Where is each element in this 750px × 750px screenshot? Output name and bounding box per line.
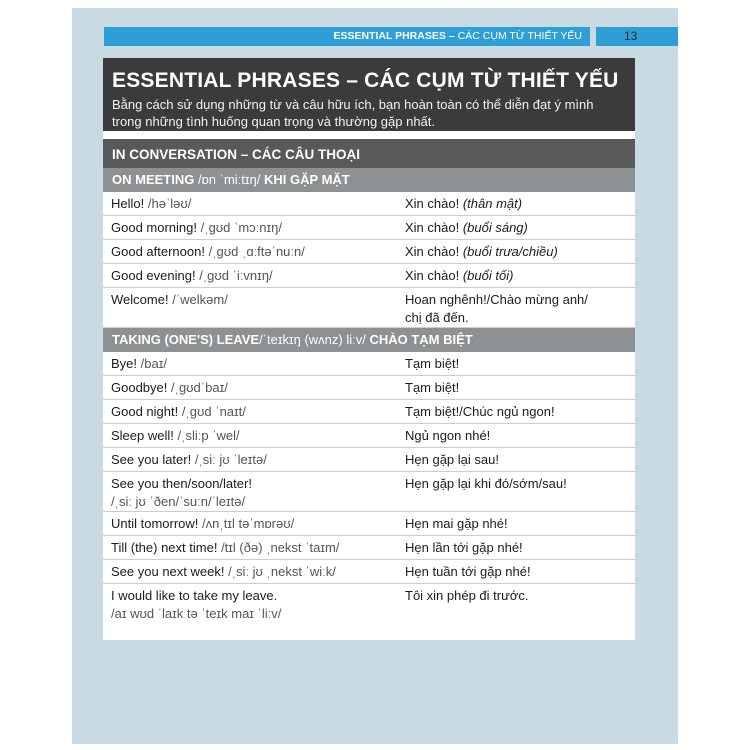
section-heading: IN CONVERSATION – CÁC CÂU THOẠI xyxy=(103,139,635,168)
phrase-row xyxy=(103,448,635,472)
page-number-text: 13 xyxy=(624,29,638,43)
subheading-leave-en: TAKING (ONE'S) LEAVE xyxy=(112,332,260,347)
phrase-ipa: /ʌnˌtɪl təˈmɒrəʊ/ xyxy=(202,516,295,531)
phrase-row xyxy=(103,512,635,536)
page-number xyxy=(596,27,678,46)
phrase-vi: Hẹn gặp lại khi đó/sớm/sau! xyxy=(405,476,567,491)
phrase-vi: Xin chào! xyxy=(405,268,460,283)
phrase-en: See you next week! xyxy=(111,564,225,579)
phrase-row xyxy=(103,424,635,448)
phrase-panel xyxy=(103,58,635,640)
phrase-row xyxy=(103,472,635,512)
phrase-ipa: /ˌɡʊd ˈmɔːnɪŋ/ xyxy=(200,220,282,235)
phrase-row xyxy=(103,288,635,328)
phrase-ipa: /ˌsiː jʊ ˈleɪtə/ xyxy=(194,452,267,467)
title-block xyxy=(103,58,635,131)
phrase-en: Bye! xyxy=(111,356,138,371)
phrase-en: I would like to take my leave. xyxy=(111,588,278,603)
phrase-en: See you then/soon/later! xyxy=(111,476,252,491)
phrase-ipa: /ˌɡʊd ˈiːvnɪŋ/ xyxy=(199,268,273,283)
phrase-row xyxy=(103,216,635,240)
phrase-vi: Tạm biệt! xyxy=(405,380,460,395)
running-header xyxy=(104,27,590,46)
phrase-en: Goodbye! xyxy=(111,380,168,395)
phrase-ipa: /aɪ wʊd ˈlaɪk tə ˈteɪk maɪ ˈliːv/ xyxy=(111,606,282,621)
phrase-vi: Tạm biệt! xyxy=(405,356,460,371)
subheading-meeting-vi: KHI GẶP MẶT xyxy=(264,172,350,187)
phrase-ipa: /tɪl (ðə) ˌnekst ˈtaɪm/ xyxy=(221,540,340,555)
subheading-leave-vi: CHÀO TẠM BIỆT xyxy=(369,332,473,347)
phrase-note: (buổi sáng) xyxy=(462,220,528,235)
phrase-vi: Hẹn mai gặp nhé! xyxy=(405,516,508,531)
phrase-en: Hello! xyxy=(111,196,145,211)
phrase-row xyxy=(103,376,635,400)
intro-text: Bằng cách sử dụng những từ và câu hữu ích, bạn hoàn toàn có thể diễn đạt ý mình trong những tình huống quan trọng và thường gặp nhất. xyxy=(112,97,594,129)
page-title: ESSENTIAL PHRASES – CÁC CỤM TỪ THIẾT YẾU xyxy=(112,69,619,92)
phrase-ipa: /ˈwelkəm/ xyxy=(172,292,228,307)
subheading-meeting-ipa: /ɒn ˈmiːtɪŋ/ xyxy=(197,172,261,187)
phrase-note: (buổi tối) xyxy=(462,268,514,283)
phrase-ipa: /ˌsiː jʊ ˌnekst ˈwiːk/ xyxy=(228,564,336,579)
phrase-row xyxy=(103,536,635,560)
phrase-row xyxy=(103,240,635,264)
phrase-vi: Tôi xin phép đi trước. xyxy=(405,588,529,603)
phrase-en: Welcome! xyxy=(111,292,169,307)
phrase-row xyxy=(103,584,635,626)
phrase-vi: Hẹn lần tới gặp nhé! xyxy=(405,540,523,555)
phrase-en: Good night! xyxy=(111,404,179,419)
phrase-row xyxy=(103,264,635,288)
phrase-en: Good evening! xyxy=(111,268,196,283)
phrase-ipa: /ˌɡʊd ˈnaɪt/ xyxy=(181,404,246,419)
phrase-ipa: /ˌɡʊd ˌɑːftəˈnuːn/ xyxy=(208,244,305,259)
subheading-leave xyxy=(103,328,635,352)
phrase-ipa: /ˌɡʊdˈbaɪ/ xyxy=(171,380,228,395)
phrase-row xyxy=(103,560,635,584)
subheading-meeting-en: ON MEETING xyxy=(112,172,195,187)
phrase-en: See you later! xyxy=(111,452,192,467)
phrase-en: Good afternoon! xyxy=(111,244,205,259)
phrase-row xyxy=(103,192,635,216)
phrase-en: Good morning! xyxy=(111,220,197,235)
phrase-note: (buổi trưa/chiều) xyxy=(462,244,558,259)
running-header-separator: – xyxy=(448,30,455,42)
subheading-leave-ipa: /ˈteɪkɪŋ (wʌnz) liːv/ xyxy=(259,332,366,347)
running-header-en: ESSENTIAL PHRASES xyxy=(333,30,446,42)
phrase-vi: Xin chào! xyxy=(405,244,460,259)
phrase-ipa: /ˌsiː jʊ ˈðen/ˈsuːn/ˈleɪtə/ xyxy=(111,494,246,509)
phrase-note: (thân mật) xyxy=(462,196,523,211)
phrase-vi: Ngủ ngon nhé! xyxy=(405,428,491,443)
phrase-vi: Tạm biệt!/Chúc ngủ ngon! xyxy=(405,404,555,419)
phrase-row xyxy=(103,400,635,424)
running-header-vi: CÁC CỤM TỪ THIẾT YẾU xyxy=(457,30,582,42)
phrase-en: Sleep well! xyxy=(111,428,174,443)
phrase-en: Till (the) next time! xyxy=(111,540,218,555)
subheading-meeting xyxy=(103,168,635,192)
phrase-ipa: /baɪ/ xyxy=(140,356,167,371)
phrase-vi: Xin chào! xyxy=(405,220,460,235)
phrase-ipa: /həˈləʊ/ xyxy=(147,196,192,211)
phrase-vi: Xin chào! xyxy=(405,196,460,211)
phrase-ipa: /ˌsliːp ˈwel/ xyxy=(177,428,240,443)
phrase-row xyxy=(103,352,635,376)
phrase-vi: Hẹn gặp lại sau! xyxy=(405,452,499,467)
phrase-vi: Hẹn tuần tới gặp nhé! xyxy=(405,564,531,579)
phrase-vi: Hoan nghênh!/Chào mừng anh/ chị đã đến. xyxy=(405,292,588,325)
phrase-en: Until tomorrow! xyxy=(111,516,199,531)
